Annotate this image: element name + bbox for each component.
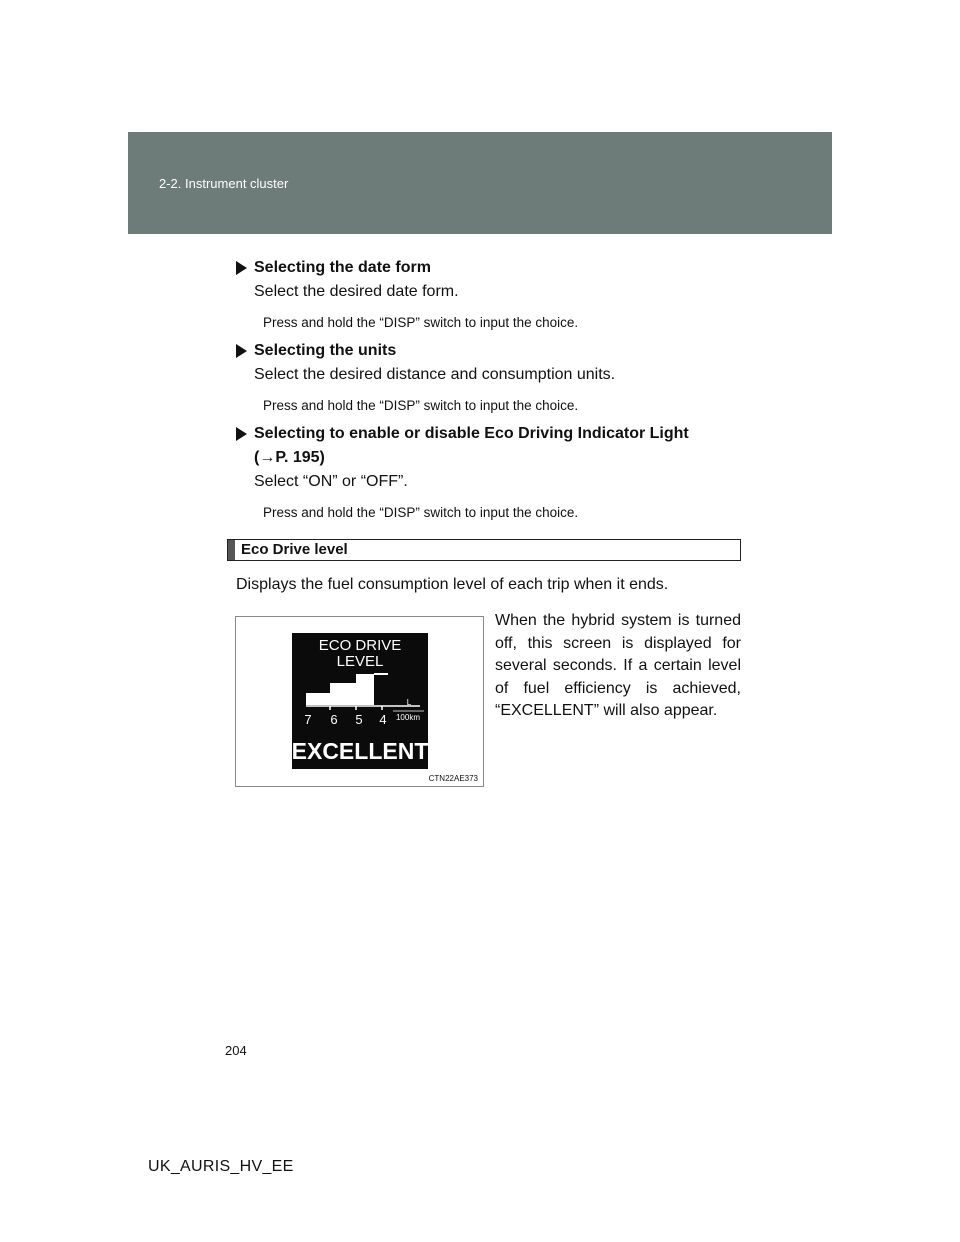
section-body: Select the desired distance and consumption units. (254, 366, 616, 383)
heading-accent-bar (228, 540, 235, 560)
footer-code: UK_AURIS_HV_EE (148, 1158, 294, 1175)
screen-title-line1: ECO DRIVE (318, 637, 402, 654)
section-note: Press and hold the “DISP” switch to input the choice. (263, 505, 579, 520)
level-bar-7 (306, 693, 330, 705)
section-body: Select the desired date form. (254, 283, 459, 300)
level-bar-6 (330, 683, 356, 705)
scale-label: 4 (379, 712, 387, 727)
section-heading: Selecting to enable or disable Eco Driving Indicator Light (→P. 195) (236, 422, 756, 470)
breadcrumb: 2-2. Instrument cluster (159, 176, 289, 191)
section-body: Select “ON” or “OFF”. (254, 473, 408, 490)
rating-text: EXCELLENT (292, 738, 428, 764)
section-units (236, 339, 756, 416)
scale-label: 6 (330, 712, 338, 727)
scale-label: 5 (355, 712, 363, 727)
display-screen (292, 633, 428, 769)
level-bar-5 (356, 674, 374, 705)
eco-level-graphic (292, 633, 428, 769)
section-date-form (236, 256, 756, 333)
section-note: Press and hold the “DISP” switch to input the choice. (263, 315, 579, 330)
triangle-bullet-icon (236, 344, 247, 358)
section-heading: Selecting the date form (236, 256, 756, 280)
triangle-bullet-icon (236, 261, 247, 275)
figure-caption: When the hybrid system is turned off, this screen is displayed for several seconds. If a certain level of fuel efficiency is achieved, “EXCELLENT” will also appear. (495, 612, 741, 719)
screen-title-line2: LEVEL (336, 653, 384, 670)
section-note: Press and hold the “DISP” switch to input the choice. (263, 398, 579, 413)
triangle-bullet-icon (236, 427, 247, 441)
eco-drive-level-figure (235, 616, 484, 787)
figure-code: CTN22AE373 (428, 774, 478, 783)
unit-top: L (406, 698, 412, 707)
section-eco-indicator (236, 422, 756, 523)
unit-bottom: 100km (395, 713, 421, 722)
page-reference: (→P. 195) (254, 449, 325, 466)
eco-drive-description: Displays the fuel consumption level of each trip when it ends. (236, 576, 669, 593)
page-number: 204 (225, 1043, 247, 1058)
eco-drive-level-heading: Eco Drive level (227, 539, 741, 561)
section-heading: Selecting the units (236, 339, 756, 363)
chapter-header (128, 132, 832, 234)
scale-label: 7 (304, 712, 312, 727)
